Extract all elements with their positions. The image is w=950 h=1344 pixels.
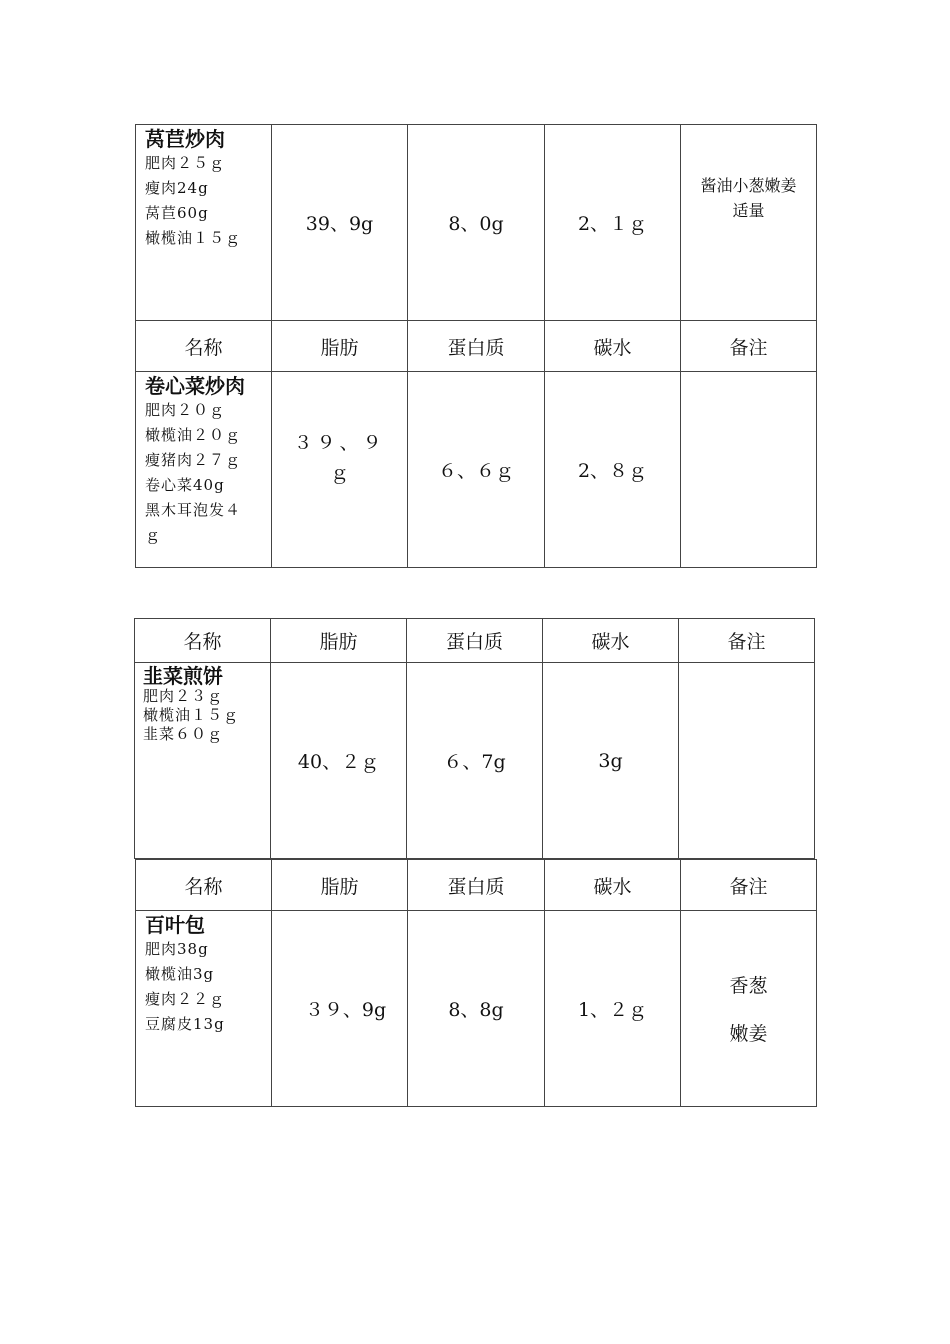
header-notes: 备注 <box>679 619 815 663</box>
nutrition-table-1 <box>135 124 817 568</box>
fat-value: 39、9g <box>272 125 408 321</box>
ingredient: 黑木耳泡发４ <box>145 501 242 519</box>
header-name: 名称 <box>136 321 272 372</box>
ingredient: 橄榄油１５ｇ <box>143 706 240 724</box>
dish-name: 百叶包 <box>145 913 205 937</box>
ingredient: 瘦肉２２ｇ <box>145 990 226 1008</box>
dish-cell <box>135 663 271 859</box>
header-name: 名称 <box>135 619 271 663</box>
ingredient: 肥肉38g <box>145 940 209 958</box>
header-protein: 蛋白质 <box>407 619 543 663</box>
carbs-value: 2、８ｇ <box>545 372 681 568</box>
notes-cell <box>679 663 815 859</box>
notes-cell <box>681 372 817 568</box>
dish-cell <box>136 911 272 1107</box>
dish-name: 韭菜煎饼 <box>143 664 223 688</box>
header-fat: 脂肪 <box>271 619 407 663</box>
protein-value: 8、0g <box>408 125 545 321</box>
protein-value: 8、8g <box>408 911 545 1107</box>
note-line: 酱油小葱嫩姜 <box>700 176 797 195</box>
header-fat: 脂肪 <box>272 321 408 372</box>
carbs-value: 2、１ｇ <box>545 125 681 321</box>
protein-value: ６、６ｇ <box>408 372 545 568</box>
header-row <box>136 860 817 911</box>
carbs-value: 1、２ｇ <box>545 911 681 1107</box>
ingredient: 肥肉２５ｇ <box>145 154 226 172</box>
ingredient: 卷心菜40g <box>145 476 225 494</box>
table-row <box>135 663 815 859</box>
header-protein: 蛋白质 <box>408 860 545 911</box>
header-notes: 备注 <box>681 860 817 911</box>
dish-name: 莴苣炒肉 <box>145 127 225 151</box>
header-row <box>136 321 817 372</box>
carbs-value: 3g <box>543 663 679 859</box>
ingredient: 橄榄油２０ｇ <box>145 426 242 444</box>
note-line: 嫩姜 <box>729 1023 768 1045</box>
table-row <box>136 911 817 1107</box>
fat-value-line: ３９、９ <box>293 432 386 454</box>
header-notes: 备注 <box>681 321 817 372</box>
ingredient: 肥肉２０ｇ <box>145 401 226 419</box>
header-row <box>135 619 815 663</box>
ingredient: 豆腐皮13g <box>145 1015 225 1033</box>
notes-cell <box>681 911 817 1107</box>
ingredient: 瘦猪肉２７ｇ <box>145 451 242 469</box>
note-line: 适量 <box>732 201 765 220</box>
fat-value: ３９、9g <box>272 911 408 1107</box>
nutrition-table-3 <box>135 859 817 1107</box>
header-carbs: 碳水 <box>545 860 681 911</box>
ingredient: ｇ <box>145 526 162 544</box>
table-row <box>136 125 817 321</box>
ingredient: 橄榄油3g <box>145 965 215 983</box>
header-name: 名称 <box>136 860 272 911</box>
ingredient: 橄榄油１５ｇ <box>145 229 242 247</box>
header-carbs: 碳水 <box>545 321 681 372</box>
table-row <box>136 372 817 568</box>
nutrition-table-2 <box>134 618 815 859</box>
header-fat: 脂肪 <box>272 860 408 911</box>
fat-value-line: ｇ <box>329 462 349 484</box>
ingredient: 瘦肉24g <box>145 179 209 197</box>
note-line: 香葱 <box>729 975 768 997</box>
dish-name: 卷心菜炒肉 <box>145 374 245 398</box>
ingredient: 肥肉２３ｇ <box>143 687 224 705</box>
dish-cell <box>136 125 272 321</box>
ingredient: 韭菜６０ｇ <box>143 725 224 743</box>
header-carbs: 碳水 <box>543 619 679 663</box>
notes-cell <box>681 125 817 321</box>
protein-value: ６、7g <box>407 663 543 859</box>
header-protein: 蛋白质 <box>408 321 545 372</box>
dish-cell <box>136 372 272 568</box>
ingredient: 莴苣60g <box>145 204 209 222</box>
fat-value <box>272 372 408 568</box>
fat-value: 40、２ｇ <box>271 663 407 859</box>
